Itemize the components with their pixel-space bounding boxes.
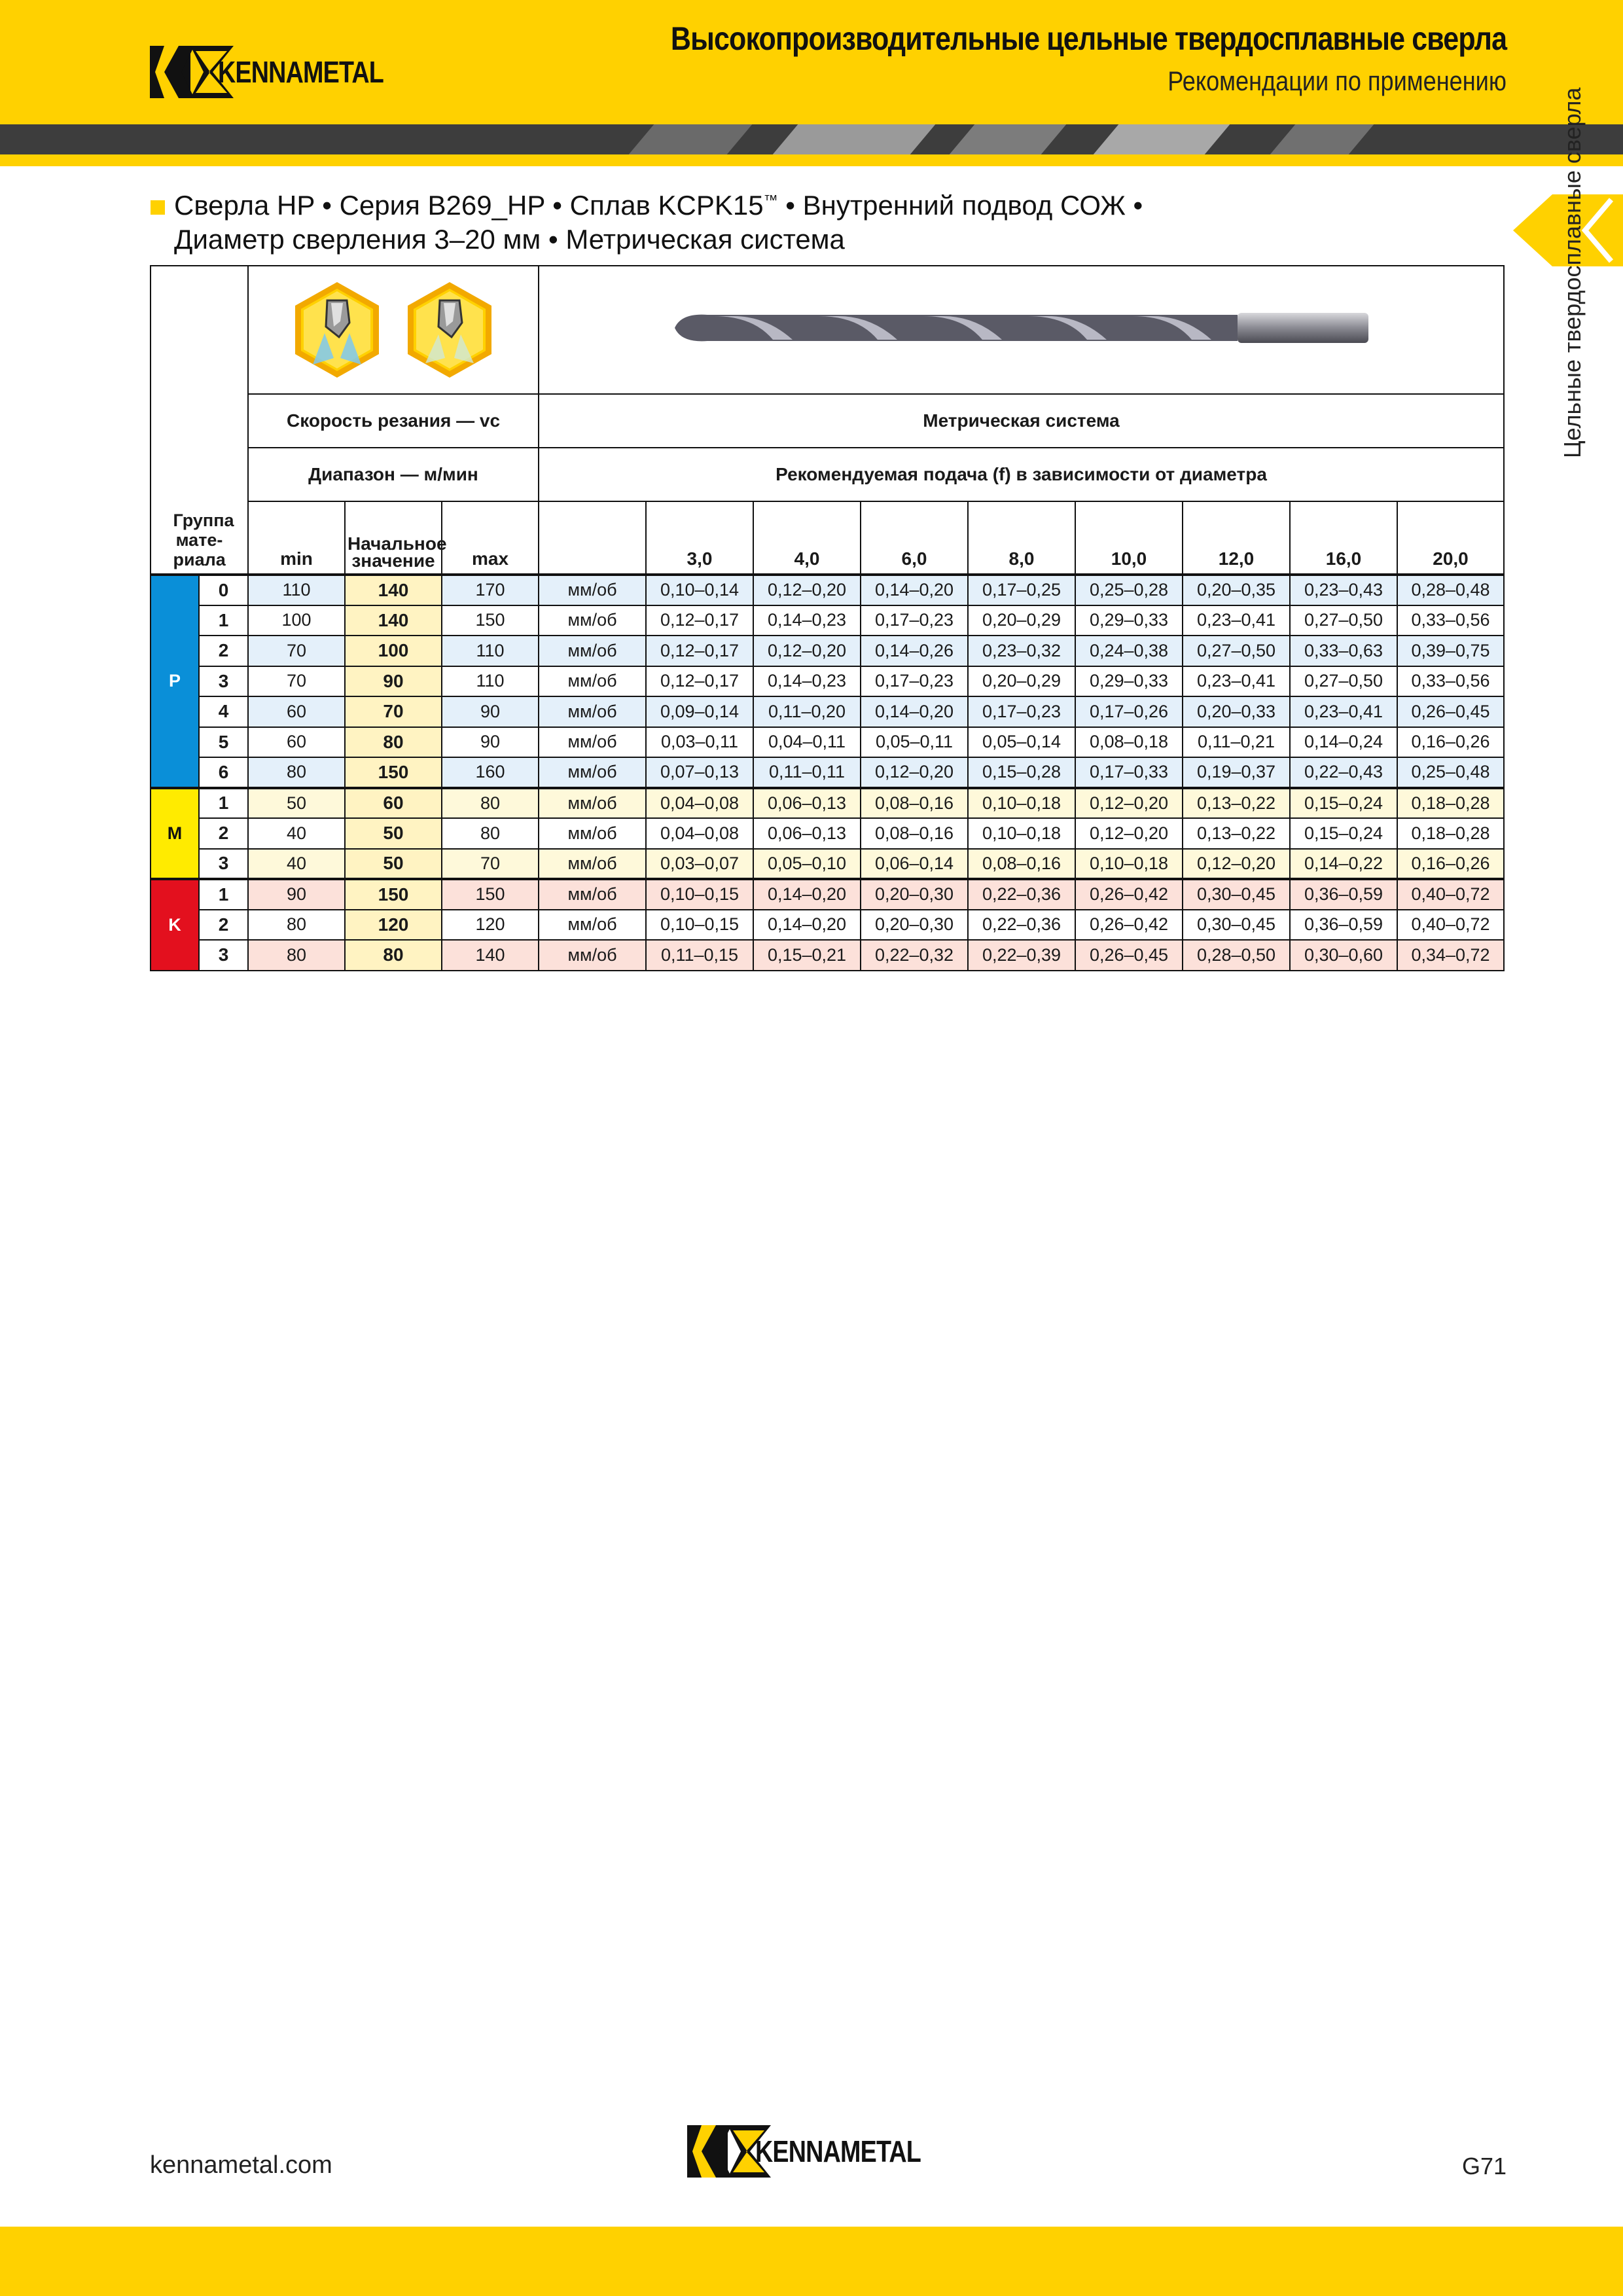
feed-cell: 0,08–0,16 xyxy=(861,788,968,819)
unit-cell: мм/об xyxy=(539,940,646,971)
cutting-speed-header: Скорость резания — vc xyxy=(248,394,539,448)
feed-cell: 0,23–0,43 xyxy=(1290,575,1397,605)
unit-cell: мм/об xyxy=(539,575,646,605)
diameter-header: 10,0 xyxy=(1075,501,1183,575)
feed-cell: 0,17–0,26 xyxy=(1075,696,1183,727)
feed-cell: 0,20–0,30 xyxy=(861,879,968,910)
header-subtitle: Рекомендации по применению xyxy=(1168,65,1507,96)
feed-cell: 0,08–0,16 xyxy=(968,849,1075,880)
feed-cell: 0,14–0,20 xyxy=(753,879,861,910)
feed-cell: 0,25–0,48 xyxy=(1397,757,1504,788)
col-max-header: max xyxy=(442,501,539,575)
subgroup-cell: 3 xyxy=(199,849,248,880)
unit-cell: мм/об xyxy=(539,879,646,910)
min-speed-cell: 80 xyxy=(248,757,345,788)
footer-logo-wordmark: KENNAMETAL xyxy=(755,2134,921,2168)
feed-cell: 0,13–0,22 xyxy=(1183,818,1290,849)
feed-cell: 0,08–0,16 xyxy=(861,818,968,849)
feed-cell: 0,05–0,14 xyxy=(968,727,1075,758)
feed-cell: 0,05–0,10 xyxy=(753,849,861,880)
max-speed-cell: 70 xyxy=(442,849,539,880)
footer-url[interactable]: kennametal.com xyxy=(150,2151,332,2179)
start-speed-cell: 80 xyxy=(345,940,442,971)
feed-cell: 0,11–0,20 xyxy=(753,696,861,727)
drill-coolant-mist-icon xyxy=(406,281,493,379)
min-speed-cell: 70 xyxy=(248,636,345,666)
feed-cell: 0,19–0,37 xyxy=(1183,757,1290,788)
max-speed-cell: 150 xyxy=(442,879,539,910)
drill-image-cell xyxy=(539,266,1504,394)
table-row xyxy=(151,940,1504,971)
feed-cell: 0,40–0,72 xyxy=(1397,879,1504,910)
feed-cell: 0,12–0,20 xyxy=(753,575,861,605)
feed-cell: 0,22–0,36 xyxy=(968,879,1075,910)
unit-cell: мм/об xyxy=(539,605,646,636)
table-row xyxy=(151,575,1504,605)
min-speed-cell: 70 xyxy=(248,666,345,697)
feed-cell: 0,15–0,28 xyxy=(968,757,1075,788)
diameter-header: 4,0 xyxy=(753,501,861,575)
trademark-mark: ™ xyxy=(763,192,778,208)
min-speed-cell: 90 xyxy=(248,879,345,910)
subgroup-cell: 1 xyxy=(199,879,248,910)
diameter-header: 8,0 xyxy=(968,501,1075,575)
unit-cell: мм/об xyxy=(539,727,646,758)
start-speed-cell: 150 xyxy=(345,757,442,788)
feed-cell: 0,33–0,56 xyxy=(1397,666,1504,697)
feed-cell: 0,12–0,20 xyxy=(753,636,861,666)
feed-cell: 0,14–0,20 xyxy=(861,575,968,605)
feed-cell: 0,22–0,32 xyxy=(861,940,968,971)
subgroup-cell: 3 xyxy=(199,666,248,697)
col-start-label: Начальное значение xyxy=(348,533,447,571)
feed-cell: 0,29–0,33 xyxy=(1075,666,1183,697)
side-tab-label: Цельные твердосплавные сверла xyxy=(1559,87,1586,458)
feed-cell: 0,12–0,20 xyxy=(1075,818,1183,849)
min-speed-cell: 40 xyxy=(248,818,345,849)
feed-cell: 0,22–0,43 xyxy=(1290,757,1397,788)
feed-cell: 0,12–0,17 xyxy=(646,605,753,636)
table-row xyxy=(151,757,1504,788)
feed-cell: 0,29–0,33 xyxy=(1075,605,1183,636)
feed-cell: 0,20–0,30 xyxy=(861,910,968,941)
unit-cell: мм/об xyxy=(539,757,646,788)
feed-cell: 0,30–0,45 xyxy=(1183,910,1290,941)
feed-cell: 0,15–0,21 xyxy=(753,940,861,971)
feed-cell: 0,27–0,50 xyxy=(1183,636,1290,666)
unit-cell: мм/об xyxy=(539,849,646,880)
min-speed-cell: 100 xyxy=(248,605,345,636)
table-row xyxy=(151,666,1504,697)
subgroup-cell: 1 xyxy=(199,605,248,636)
feed-cell: 0,04–0,08 xyxy=(646,818,753,849)
feed-cell: 0,36–0,59 xyxy=(1290,910,1397,941)
feed-cell: 0,06–0,14 xyxy=(861,849,968,880)
start-speed-cell: 50 xyxy=(345,849,442,880)
feed-cell: 0,20–0,35 xyxy=(1183,575,1290,605)
page-header xyxy=(0,0,1623,124)
feed-cell: 0,22–0,39 xyxy=(968,940,1075,971)
table-row xyxy=(151,605,1504,636)
subgroup-cell: 2 xyxy=(199,818,248,849)
min-speed-cell: 50 xyxy=(248,788,345,819)
feed-cell: 0,17–0,23 xyxy=(861,605,968,636)
footer-bar xyxy=(0,2227,1623,2296)
title-bullet xyxy=(151,200,165,215)
table-row xyxy=(151,636,1504,666)
feed-cell: 0,33–0,63 xyxy=(1290,636,1397,666)
diameter-header: 16,0 xyxy=(1290,501,1397,575)
feed-cell: 0,17–0,33 xyxy=(1075,757,1183,788)
feed-cell: 0,11–0,15 xyxy=(646,940,753,971)
feed-cell: 0,09–0,14 xyxy=(646,696,753,727)
feed-cell: 0,20–0,29 xyxy=(968,605,1075,636)
start-speed-cell: 150 xyxy=(345,879,442,910)
feed-cell: 0,17–0,23 xyxy=(968,696,1075,727)
feed-cell: 0,23–0,32 xyxy=(968,636,1075,666)
application-table xyxy=(150,265,1505,971)
table-row xyxy=(151,818,1504,849)
feed-cell: 0,14–0,23 xyxy=(753,666,861,697)
diameter-header: 20,0 xyxy=(1397,501,1504,575)
drill-image xyxy=(668,298,1375,357)
feed-cell: 0,06–0,13 xyxy=(753,818,861,849)
max-speed-cell: 140 xyxy=(442,940,539,971)
subgroup-cell: 5 xyxy=(199,727,248,758)
diameter-header: 3,0 xyxy=(646,501,753,575)
feed-cell: 0,11–0,11 xyxy=(753,757,861,788)
stripe-underline xyxy=(0,154,1623,166)
feed-cell: 0,16–0,26 xyxy=(1397,849,1504,880)
max-speed-cell: 110 xyxy=(442,666,539,697)
unit-cell: мм/об xyxy=(539,818,646,849)
feed-cell: 0,26–0,42 xyxy=(1075,879,1183,910)
doc-title-line2: Диаметр сверления 3–20 мм • Метрическая система xyxy=(174,224,845,255)
start-speed-cell: 100 xyxy=(345,636,442,666)
min-speed-cell: 60 xyxy=(248,696,345,727)
subgroup-cell: 0 xyxy=(199,575,248,605)
start-speed-cell: 120 xyxy=(345,910,442,941)
feed-cell: 0,18–0,28 xyxy=(1397,818,1504,849)
feed-cell: 0,22–0,36 xyxy=(968,910,1075,941)
feed-cell: 0,18–0,28 xyxy=(1397,788,1504,819)
feed-cell: 0,03–0,07 xyxy=(646,849,753,880)
feed-cell: 0,14–0,20 xyxy=(861,696,968,727)
feed-cell: 0,06–0,13 xyxy=(753,788,861,819)
feed-cell: 0,14–0,26 xyxy=(861,636,968,666)
material-group-k: K xyxy=(151,879,199,971)
max-speed-cell: 160 xyxy=(442,757,539,788)
feed-cell: 0,12–0,20 xyxy=(1075,788,1183,819)
material-group-header xyxy=(151,266,248,575)
feed-cell: 0,10–0,14 xyxy=(646,575,753,605)
max-speed-cell: 90 xyxy=(442,727,539,758)
unit-cell: мм/об xyxy=(539,636,646,666)
recommended-feed-header: Рекомендуемая подача (f) в зависимости от диаметра xyxy=(539,448,1504,501)
feed-cell: 0,17–0,23 xyxy=(861,666,968,697)
start-speed-cell: 90 xyxy=(345,666,442,697)
max-speed-cell: 110 xyxy=(442,636,539,666)
feed-cell: 0,12–0,20 xyxy=(861,757,968,788)
metric-system-header: Метрическая система xyxy=(539,394,1504,448)
start-speed-cell: 70 xyxy=(345,696,442,727)
doc-title-line1 xyxy=(174,190,1143,221)
feed-cell: 0,10–0,15 xyxy=(646,910,753,941)
feed-cell: 0,34–0,72 xyxy=(1397,940,1504,971)
doc-title-line1-tail: • Внутренний подвод СОЖ • xyxy=(777,190,1143,221)
feed-cell: 0,23–0,41 xyxy=(1183,666,1290,697)
decorative-stripe xyxy=(0,124,1623,154)
feed-cell: 0,14–0,20 xyxy=(753,910,861,941)
feed-cell: 0,23–0,41 xyxy=(1183,605,1290,636)
subgroup-cell: 3 xyxy=(199,940,248,971)
feed-cell: 0,16–0,26 xyxy=(1397,727,1504,758)
feed-cell: 0,12–0,17 xyxy=(646,636,753,666)
feed-cell: 0,27–0,50 xyxy=(1290,666,1397,697)
coolant-icons-cell xyxy=(248,266,539,394)
unit-cell: мм/об xyxy=(539,696,646,727)
footer-logo xyxy=(687,2125,957,2178)
feed-cell: 0,28–0,48 xyxy=(1397,575,1504,605)
feed-cell: 0,27–0,50 xyxy=(1290,605,1397,636)
unit-col-header xyxy=(539,501,646,575)
feed-cell: 0,14–0,24 xyxy=(1290,727,1397,758)
start-speed-cell: 80 xyxy=(345,727,442,758)
feed-cell: 0,36–0,59 xyxy=(1290,879,1397,910)
min-speed-cell: 60 xyxy=(248,727,345,758)
min-speed-cell: 110 xyxy=(248,575,345,605)
feed-cell: 0,23–0,41 xyxy=(1290,696,1397,727)
subgroup-cell: 6 xyxy=(199,757,248,788)
feed-cell: 0,26–0,45 xyxy=(1075,940,1183,971)
subgroup-cell: 4 xyxy=(199,696,248,727)
feed-cell: 0,26–0,42 xyxy=(1075,910,1183,941)
max-speed-cell: 80 xyxy=(442,788,539,819)
diameter-header: 6,0 xyxy=(861,501,968,575)
table-row xyxy=(151,727,1504,758)
feed-cell: 0,10–0,18 xyxy=(968,788,1075,819)
page-number: G71 xyxy=(1461,2153,1507,2179)
feed-cell: 0,20–0,29 xyxy=(968,666,1075,697)
drill-coolant-icon xyxy=(293,281,381,379)
doc-title-line1-main: Сверла HP • Серия B269_HP • Сплав KCPK15 xyxy=(174,190,764,221)
feed-cell: 0,15–0,24 xyxy=(1290,818,1397,849)
feed-cell: 0,04–0,11 xyxy=(753,727,861,758)
table-row xyxy=(151,910,1504,941)
max-speed-cell: 90 xyxy=(442,696,539,727)
header-title: Высокопроизводительные цельные твердосплавные сверла xyxy=(670,20,1507,57)
feed-cell: 0,04–0,08 xyxy=(646,788,753,819)
feed-cell: 0,14–0,22 xyxy=(1290,849,1397,880)
unit-cell: мм/об xyxy=(539,910,646,941)
min-speed-cell: 40 xyxy=(248,849,345,880)
max-speed-cell: 150 xyxy=(442,605,539,636)
feed-cell: 0,14–0,23 xyxy=(753,605,861,636)
speed-range-header: Диапазон — м/мин xyxy=(248,448,539,501)
feed-cell: 0,07–0,13 xyxy=(646,757,753,788)
feed-cell: 0,11–0,21 xyxy=(1183,727,1290,758)
table-row xyxy=(151,788,1504,819)
feed-cell: 0,39–0,75 xyxy=(1397,636,1504,666)
unit-cell: мм/об xyxy=(539,666,646,697)
diameter-header: 12,0 xyxy=(1183,501,1290,575)
start-speed-cell: 50 xyxy=(345,818,442,849)
min-speed-cell: 80 xyxy=(248,940,345,971)
table-row xyxy=(151,696,1504,727)
feed-cell: 0,08–0,18 xyxy=(1075,727,1183,758)
subgroup-cell: 1 xyxy=(199,788,248,819)
unit-cell: мм/об xyxy=(539,788,646,819)
feed-cell: 0,17–0,25 xyxy=(968,575,1075,605)
feed-cell: 0,12–0,17 xyxy=(646,666,753,697)
feed-cell: 0,03–0,11 xyxy=(646,727,753,758)
feed-cell: 0,05–0,11 xyxy=(861,727,968,758)
feed-cell: 0,10–0,18 xyxy=(968,818,1075,849)
feed-cell: 0,12–0,20 xyxy=(1183,849,1290,880)
feed-cell: 0,13–0,22 xyxy=(1183,788,1290,819)
start-speed-cell: 140 xyxy=(345,575,442,605)
start-speed-cell: 60 xyxy=(345,788,442,819)
feed-cell: 0,33–0,56 xyxy=(1397,605,1504,636)
max-speed-cell: 170 xyxy=(442,575,539,605)
max-speed-cell: 80 xyxy=(442,818,539,849)
feed-cell: 0,15–0,24 xyxy=(1290,788,1397,819)
feed-cell: 0,10–0,15 xyxy=(646,879,753,910)
max-speed-cell: 120 xyxy=(442,910,539,941)
feed-cell: 0,30–0,60 xyxy=(1290,940,1397,971)
table-row xyxy=(151,879,1504,910)
feed-cell: 0,26–0,45 xyxy=(1397,696,1504,727)
col-min-header: min xyxy=(248,501,345,575)
feed-cell: 0,24–0,38 xyxy=(1075,636,1183,666)
table-row xyxy=(151,849,1504,880)
col-start-header xyxy=(345,501,447,575)
feed-cell: 0,30–0,45 xyxy=(1183,879,1290,910)
feed-cell: 0,25–0,28 xyxy=(1075,575,1183,605)
feed-cell: 0,10–0,18 xyxy=(1075,849,1183,880)
subgroup-cell: 2 xyxy=(199,636,248,666)
feed-cell: 0,20–0,33 xyxy=(1183,696,1290,727)
min-speed-cell: 80 xyxy=(248,910,345,941)
kennametal-logo xyxy=(150,46,420,98)
material-group-p: P xyxy=(151,575,199,788)
logo-wordmark: KENNAMETAL xyxy=(218,55,384,89)
subgroup-cell: 2 xyxy=(199,910,248,941)
material-group-label: Группа мате-риала xyxy=(173,511,234,569)
feed-cell: 0,28–0,50 xyxy=(1183,940,1290,971)
material-group-m: M xyxy=(151,788,199,880)
start-speed-cell: 140 xyxy=(345,605,442,636)
feed-cell: 0,40–0,72 xyxy=(1397,910,1504,941)
